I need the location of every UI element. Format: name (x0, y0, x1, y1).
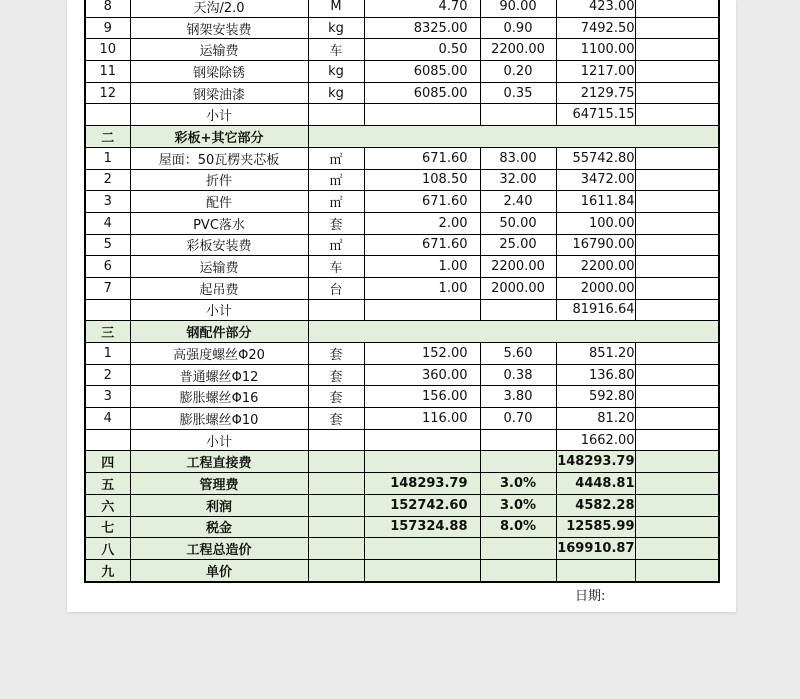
cell-no[interactable] (85, 104, 130, 126)
cell-unit[interactable]: ㎡ (308, 191, 364, 213)
cell-unit-price[interactable]: 3.80 (480, 386, 556, 408)
cell-unit-price[interactable]: 3.0% (480, 494, 556, 516)
cell-no[interactable]: 5 (85, 234, 130, 256)
cell-name[interactable]: 钢配件部分 (130, 321, 308, 343)
cell-quantity[interactable] (364, 559, 480, 581)
cell-unit[interactable]: 台 (308, 277, 364, 299)
table-row (85, 61, 719, 83)
table-row (85, 147, 719, 169)
cell-note[interactable] (635, 17, 719, 39)
cell-no[interactable]: 3 (85, 191, 130, 213)
cell-no[interactable]: 三 (85, 321, 130, 343)
cell-amount[interactable]: 7492.50 (556, 17, 635, 39)
cell-note[interactable] (635, 473, 719, 495)
cell-amount[interactable]: 1100.00 (556, 39, 635, 61)
summary-row (85, 559, 719, 581)
cell-amount[interactable]: 64715.15 (556, 104, 635, 126)
cell-name[interactable]: 小计 (130, 299, 308, 321)
table-row (85, 364, 719, 386)
cell-name[interactable]: 税金 (130, 516, 308, 538)
cell-unit[interactable] (308, 451, 364, 473)
cell-no[interactable]: 六 (85, 494, 130, 516)
cell-amount[interactable]: 592.80 (556, 386, 635, 408)
cell-note[interactable] (635, 39, 719, 61)
cell-name[interactable]: 折件 (130, 169, 308, 191)
cell-quantity[interactable]: 671.60 (364, 191, 480, 213)
cell-amount[interactable]: 16790.00 (556, 234, 635, 256)
cell-name[interactable]: 膨胀螺丝Φ16 (130, 386, 308, 408)
cell-unit[interactable]: 套 (308, 408, 364, 430)
cell-name[interactable]: 运输费 (130, 39, 308, 61)
cell-no[interactable]: 6 (85, 256, 130, 278)
cell-quantity[interactable]: 2.00 (364, 212, 480, 234)
cell-quantity[interactable]: 108.50 (364, 169, 480, 191)
cell-unit-price[interactable] (480, 559, 556, 581)
cell-no[interactable]: 10 (85, 39, 130, 61)
cell-unit[interactable]: 套 (308, 386, 364, 408)
cell-quantity[interactable]: 360.00 (364, 364, 480, 386)
cell-unit[interactable]: kg (308, 17, 364, 39)
cell-unit-price[interactable]: 0.38 (480, 364, 556, 386)
cell-unit[interactable]: 套 (308, 212, 364, 234)
cell-no[interactable]: 七 (85, 516, 130, 538)
cell-no[interactable]: 2 (85, 169, 130, 191)
cell-name[interactable]: 运输费 (130, 256, 308, 278)
cell-unit-price[interactable]: 2200.00 (480, 39, 556, 61)
cell-no[interactable]: 八 (85, 538, 130, 560)
cell-no[interactable]: 12 (85, 82, 130, 104)
cell-note[interactable] (635, 429, 719, 451)
cell-amount[interactable]: 2200.00 (556, 256, 635, 278)
cell-name[interactable]: 起吊费 (130, 277, 308, 299)
cell-note[interactable] (635, 147, 719, 169)
cell-quantity[interactable]: 671.60 (364, 147, 480, 169)
cell-amount[interactable]: 4448.81 (556, 473, 635, 495)
cell-note[interactable] (635, 212, 719, 234)
cell-no[interactable] (85, 429, 130, 451)
cell-name[interactable]: 天沟/2.0 (130, 0, 308, 17)
cell-note[interactable] (635, 364, 719, 386)
quotation-table (84, 0, 720, 583)
cell-note[interactable] (635, 516, 719, 538)
cell-name[interactable]: 膨胀螺丝Φ10 (130, 408, 308, 430)
cell-amount[interactable]: 12585.99 (556, 516, 635, 538)
cell-no[interactable]: 4 (85, 212, 130, 234)
cell-no[interactable]: 二 (85, 126, 130, 148)
cell-quantity[interactable] (364, 429, 480, 451)
cell-unit[interactable] (308, 559, 364, 581)
table-row (85, 212, 719, 234)
cell-amount[interactable]: 1217.00 (556, 61, 635, 83)
cell-quantity[interactable]: 116.00 (364, 408, 480, 430)
cell-note[interactable] (635, 104, 719, 126)
table-row (85, 277, 719, 299)
cell-unit[interactable] (308, 494, 364, 516)
cell-name[interactable]: 钢梁油漆 (130, 82, 308, 104)
cell-note[interactable] (635, 82, 719, 104)
cell-quantity[interactable]: 1.00 (364, 277, 480, 299)
cell-note[interactable] (635, 169, 719, 191)
cell-note[interactable] (635, 61, 719, 83)
cell-quantity[interactable] (364, 538, 480, 560)
cell-quantity[interactable]: 6085.00 (364, 82, 480, 104)
cell-name[interactable]: 工程总造价 (130, 538, 308, 560)
cell-unit-price[interactable]: 83.00 (480, 147, 556, 169)
cell-unit-price[interactable]: 0.20 (480, 61, 556, 83)
cell-unit[interactable]: 套 (308, 343, 364, 365)
cell-unit[interactable]: 车 (308, 256, 364, 278)
cell-unit-price[interactable] (480, 429, 556, 451)
cell-quantity[interactable]: 157324.88 (364, 516, 480, 538)
cell-unit[interactable]: ㎡ (308, 147, 364, 169)
cell-unit[interactable] (308, 473, 364, 495)
cell-name[interactable]: 钢架安装费 (130, 17, 308, 39)
cell-no[interactable]: 11 (85, 61, 130, 83)
cell-unit-price[interactable]: 8.0% (480, 516, 556, 538)
cell-unit-price[interactable]: 0.35 (480, 82, 556, 104)
cell-unit-price[interactable] (480, 451, 556, 473)
cell-unit[interactable]: kg (308, 82, 364, 104)
cell-no[interactable]: 九 (85, 559, 130, 581)
cell-unit[interactable] (308, 429, 364, 451)
cell-note[interactable] (635, 538, 719, 560)
cell-unit-price[interactable]: 2000.00 (480, 277, 556, 299)
table-row (85, 234, 719, 256)
cell-name[interactable]: 屋面：50瓦楞夹芯板 (130, 147, 308, 169)
cell-name[interactable]: 管理费 (130, 473, 308, 495)
cell-unit-price[interactable]: 0.90 (480, 17, 556, 39)
cell-name[interactable]: 高强度螺丝Φ20 (130, 343, 308, 365)
cell-note[interactable] (635, 299, 719, 321)
cell-amount[interactable]: 148293.79 (556, 451, 635, 473)
cell-note[interactable] (635, 559, 719, 581)
cell-quantity[interactable]: 6085.00 (364, 61, 480, 83)
cell-unit-price[interactable] (480, 299, 556, 321)
cell-unit-price[interactable]: 25.00 (480, 234, 556, 256)
cell-name[interactable]: 普通螺丝Φ12 (130, 364, 308, 386)
cell-quantity[interactable]: 0.50 (364, 39, 480, 61)
cell-amount[interactable]: 81916.64 (556, 299, 635, 321)
cell-note[interactable] (635, 386, 719, 408)
cell-unit[interactable]: ㎡ (308, 169, 364, 191)
cell-unit-price[interactable]: 90.00 (480, 0, 556, 17)
cell-empty[interactable] (308, 126, 719, 148)
cell-amount[interactable]: 2129.75 (556, 82, 635, 104)
cell-amount[interactable]: 100.00 (556, 212, 635, 234)
cell-name[interactable]: 小计 (130, 104, 308, 126)
spreadsheet-page (67, 0, 736, 612)
cell-name[interactable]: 利润 (130, 494, 308, 516)
cell-quantity[interactable] (364, 299, 480, 321)
table-row (85, 191, 719, 213)
cell-note[interactable] (635, 494, 719, 516)
table-row (85, 39, 719, 61)
cell-amount[interactable]: 851.20 (556, 343, 635, 365)
cell-no[interactable]: 五 (85, 473, 130, 495)
cell-note[interactable] (635, 256, 719, 278)
cell-amount[interactable]: 3472.00 (556, 169, 635, 191)
summary-row (85, 451, 719, 473)
cell-name[interactable]: 配件 (130, 191, 308, 213)
cell-quantity[interactable]: 671.60 (364, 234, 480, 256)
cell-no[interactable]: 9 (85, 17, 130, 39)
cell-quantity[interactable] (364, 451, 480, 473)
table-row (85, 386, 719, 408)
cell-no[interactable]: 3 (85, 386, 130, 408)
cell-quantity[interactable]: 156.00 (364, 386, 480, 408)
cell-name[interactable]: 小计 (130, 429, 308, 451)
cell-unit[interactable]: 套 (308, 364, 364, 386)
cell-amount[interactable]: 1662.00 (556, 429, 635, 451)
cell-amount[interactable] (556, 559, 635, 581)
cell-quantity[interactable]: 4.70 (364, 0, 480, 17)
cell-no[interactable]: 7 (85, 277, 130, 299)
cell-note[interactable] (635, 191, 719, 213)
cell-quantity[interactable]: 148293.79 (364, 473, 480, 495)
cell-name[interactable]: 彩板安装费 (130, 234, 308, 256)
table-row (85, 256, 719, 278)
cell-note[interactable] (635, 408, 719, 430)
cell-unit-price[interactable]: 2200.00 (480, 256, 556, 278)
cell-unit[interactable] (308, 299, 364, 321)
table-row (85, 17, 719, 39)
cell-unit-price[interactable]: 3.0% (480, 473, 556, 495)
cell-no[interactable]: 2 (85, 364, 130, 386)
table-row (85, 0, 719, 17)
cell-amount[interactable]: 81.20 (556, 408, 635, 430)
cell-unit-price[interactable] (480, 104, 556, 126)
cell-name[interactable]: 工程直接费 (130, 451, 308, 473)
cell-note[interactable] (635, 451, 719, 473)
date-label: 日期: (575, 589, 606, 604)
cell-unit[interactable]: M (308, 0, 364, 17)
cell-unit-price[interactable]: 2.40 (480, 191, 556, 213)
table-row (85, 429, 719, 451)
cell-unit-price[interactable]: 50.00 (480, 212, 556, 234)
cell-note[interactable] (635, 234, 719, 256)
cell-name[interactable]: 彩板+其它部分 (130, 126, 308, 148)
table-row (85, 408, 719, 430)
cell-unit[interactable]: ㎡ (308, 234, 364, 256)
cell-amount[interactable]: 423.00 (556, 0, 635, 17)
cell-amount[interactable]: 55742.80 (556, 147, 635, 169)
cell-unit-price[interactable] (480, 538, 556, 560)
cell-unit-price[interactable]: 32.00 (480, 169, 556, 191)
cell-quantity[interactable]: 8325.00 (364, 17, 480, 39)
section-header-row (85, 126, 719, 148)
table-row (85, 299, 719, 321)
cell-unit-price[interactable]: 5.60 (480, 343, 556, 365)
cell-no[interactable]: 1 (85, 147, 130, 169)
cell-name[interactable]: PVC落水 (130, 212, 308, 234)
summary-row (85, 473, 719, 495)
table-row (85, 104, 719, 126)
cell-unit-price[interactable]: 0.70 (480, 408, 556, 430)
cell-no[interactable]: 1 (85, 343, 130, 365)
cell-amount[interactable]: 169910.87 (556, 538, 635, 560)
section-header-row (85, 321, 719, 343)
cell-no[interactable] (85, 299, 130, 321)
table-row (85, 343, 719, 365)
cell-quantity[interactable]: 152.00 (364, 343, 480, 365)
cell-unit[interactable]: kg (308, 61, 364, 83)
cell-no[interactable]: 8 (85, 0, 130, 17)
cell-amount[interactable]: 1611.84 (556, 191, 635, 213)
cell-amount[interactable]: 136.80 (556, 364, 635, 386)
cell-no[interactable]: 四 (85, 451, 130, 473)
cell-quantity[interactable] (364, 104, 480, 126)
cell-quantity[interactable]: 152742.60 (364, 494, 480, 516)
cell-unit[interactable]: 车 (308, 39, 364, 61)
cell-note[interactable] (635, 343, 719, 365)
table-row (85, 169, 719, 191)
cell-quantity[interactable]: 1.00 (364, 256, 480, 278)
cell-unit[interactable] (308, 516, 364, 538)
cell-unit[interactable] (308, 538, 364, 560)
cell-name[interactable]: 钢梁除锈 (130, 61, 308, 83)
summary-row (85, 538, 719, 560)
cell-amount[interactable]: 2000.00 (556, 277, 635, 299)
summary-row (85, 494, 719, 516)
cell-name[interactable]: 单价 (130, 559, 308, 581)
cell-unit[interactable] (308, 104, 364, 126)
summary-row (85, 516, 719, 538)
cell-no[interactable]: 4 (85, 408, 130, 430)
cell-empty[interactable] (308, 321, 719, 343)
table-row (85, 82, 719, 104)
cell-note[interactable] (635, 0, 719, 17)
cell-amount[interactable]: 4582.28 (556, 494, 635, 516)
cell-note[interactable] (635, 277, 719, 299)
